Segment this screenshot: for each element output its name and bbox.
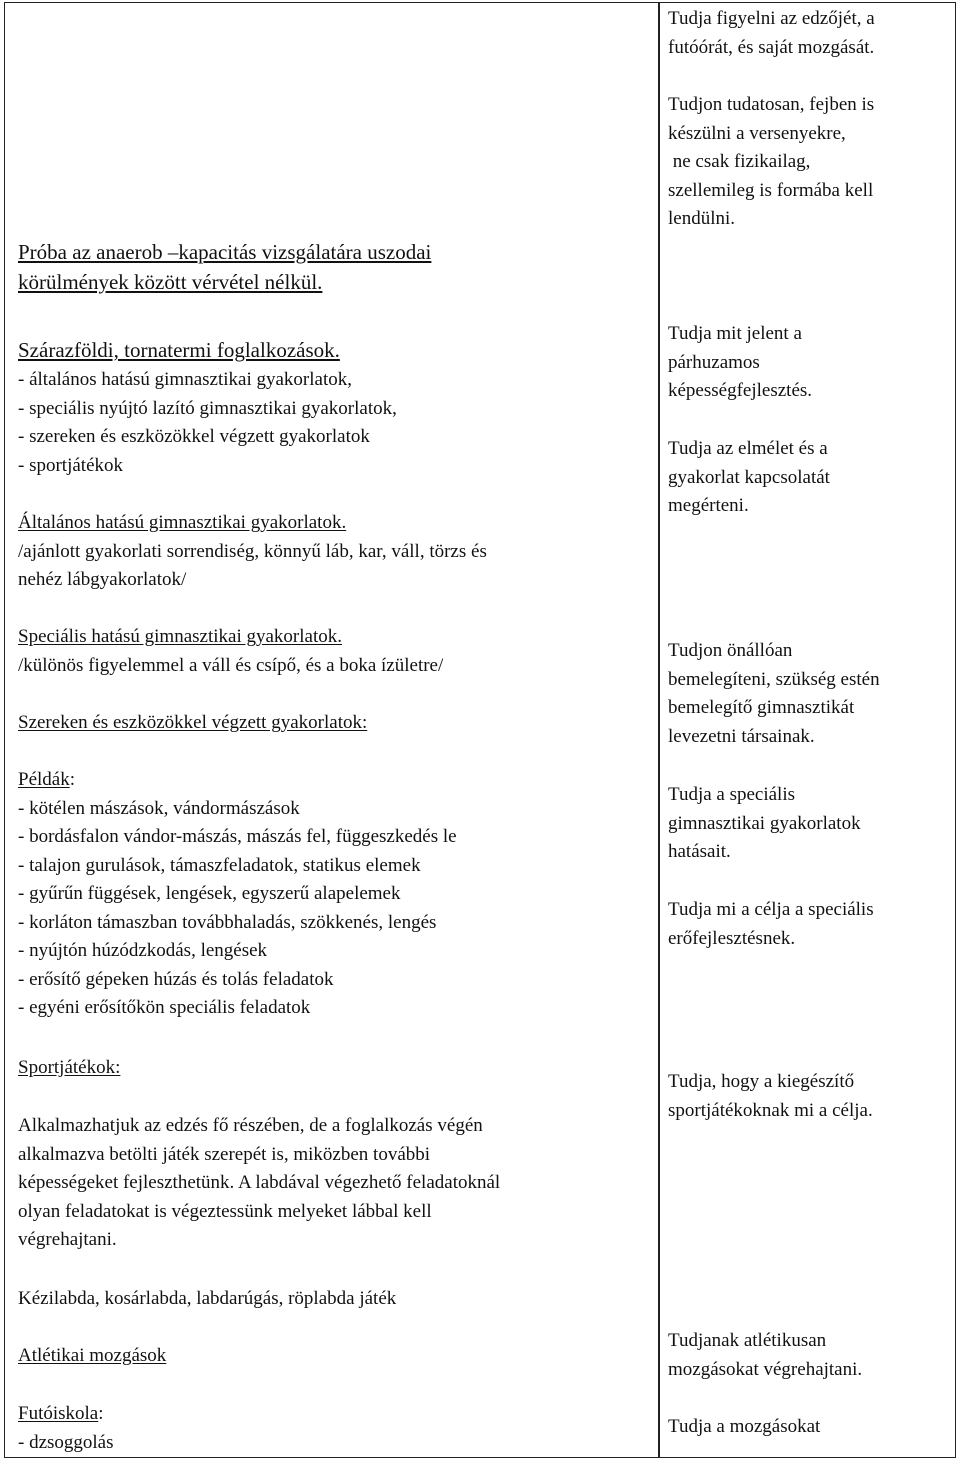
paragraph-line: olyan feladatokat is végeztessünk melyeket lábbal kell [18, 1200, 432, 1222]
altalanos-title: Általános hatású gimnasztikai gyakorlatok. [18, 512, 347, 533]
list-item: - talajon gurulások, támaszfeladatok, statikus elemek [18, 854, 421, 876]
altalanos-section [18, 509, 658, 595]
outcome-line: Tudja a speciális [668, 784, 796, 805]
outcome-line: szellemileg is formába kell [668, 179, 874, 201]
outcome-line: Tudja mit jelent a [668, 323, 802, 344]
szereken-section [18, 709, 658, 738]
outcome-line: bemelegítő gimnasztikát [668, 697, 855, 718]
column-divider [658, 2, 660, 1458]
list-item: - nyújtón húzódzkodás, lengések [18, 940, 268, 961]
outcome-line: sportjátékoknak mi a célja. [668, 1099, 873, 1121]
outcome-9 [668, 1327, 956, 1384]
outcome-line: képességfejlesztés. [668, 380, 813, 401]
specialis-text: /különös figyelemmel a váll és csípő, és a boka ízületre/ [18, 654, 444, 676]
outcome-line: Tudja a mozgásokat [668, 1416, 821, 1437]
outcome-line: Tudjanak atlétikusan [668, 1330, 827, 1351]
outcome-line: Tudja az elmélet és a [668, 438, 828, 459]
paragraph-line: Alkalmazhatjuk az edzés fő részében, de a foglalkozás végén [18, 1115, 483, 1136]
specialis-section [18, 623, 658, 680]
outcome-line: készülni a versenyekre, [668, 122, 846, 144]
peldak-heading [18, 766, 658, 795]
anaerob-line-1: Próba az anaerob –kapacitás vizsgálatára uszodai [18, 240, 432, 264]
outcome-4 [668, 435, 956, 521]
outcome-line: megérteni. [668, 495, 749, 516]
outcome-line: hatásait. [668, 841, 731, 862]
atletikai-title: Atlétikai mozgások [18, 1345, 167, 1366]
szereken-title: Szereken és eszközökkel végzett gyakorlatok: [18, 712, 368, 733]
outcome-10 [668, 1413, 956, 1442]
outcome-7 [668, 896, 956, 953]
outcome-line: Tudja, hogy a kiegészítő [668, 1071, 855, 1092]
altalanos-text-2: nehéz lábgyakorlatok/ [18, 569, 187, 590]
szarazfoldi-title: Szárazföldi, tornatermi foglalkozások. [18, 338, 340, 362]
outcome-line: Tudja figyelni az edzőjét, a [668, 8, 875, 29]
peldak-section [18, 766, 658, 1023]
outcome-8 [668, 1068, 956, 1125]
outcome-line: Tudjon tudatosan, fejben is [668, 94, 875, 115]
jatekok-text: Kézilabda, kosárlabda, labdarúgás, röplabda játék [18, 1288, 397, 1309]
outcome-line: ne csak fizikailag, [668, 151, 811, 172]
futoiskola-title: Futóiskola [18, 1403, 99, 1424]
outcome-line: bemelegíteni, szükség estén [668, 668, 880, 690]
list-item: - szereken és eszközökkel végzett gyakorlatok [18, 426, 370, 447]
outcome-line: futóórát, és saját mozgását. [668, 36, 875, 58]
atletikai-section [18, 1342, 658, 1371]
sportjatekok-section [18, 1054, 658, 1083]
peldak-title: Példák [18, 769, 70, 790]
altalanos-text-1: /ajánlott gyakorlati sorrendiség, könnyű láb, kar, váll, törzs és [18, 540, 487, 562]
outcome-line: gimnasztikai gyakorlatok [668, 812, 861, 834]
list-item: - általános hatású gimnasztikai gyakorlatok, [18, 369, 352, 390]
list-item: - speciális nyújtó lazító gimnasztikai gyakorlatok, [18, 397, 397, 419]
futoiskola-heading [18, 1400, 658, 1429]
outcome-3 [668, 320, 956, 406]
futoiskola-section [18, 1400, 658, 1457]
list-item: - kötélen mászások, vándormászások [18, 797, 300, 819]
jatekok-line [18, 1285, 658, 1314]
outcome-1 [668, 5, 956, 62]
outcome-2 [668, 91, 956, 234]
list-item: - bordásfalon vándor-mászás, mászás fel, függeszkedés le [18, 826, 457, 847]
anaerob-line-2: körülmények között vérvétel nélkül. [18, 270, 323, 294]
list-item: - korláton támaszban továbbhaladás, szökkenés, lengés [18, 911, 437, 933]
futoiskola-colon: : [98, 1403, 104, 1424]
szarazfoldi-section [18, 335, 658, 365]
outcome-line: erőfejlesztésnek. [668, 927, 796, 949]
outcome-5 [668, 637, 956, 751]
outcome-line: Tudjon önállóan [668, 640, 793, 661]
outcome-line: levezetni társainak. [668, 725, 815, 747]
sportjatekok-text [18, 1112, 658, 1255]
outcome-line: Tudja mi a célja a speciális [668, 899, 874, 920]
list-item: - erősítő gépeken húzás és tolás feladatok [18, 968, 334, 990]
list-item: - egyéni erősítőkön speciális feladatok [18, 997, 311, 1018]
list-item: - gyűrűn függések, lengések, egyszerű alapelemek [18, 883, 401, 904]
paragraph-line: alkalmazva betölti játék szerepét is, miközben további [18, 1143, 431, 1165]
list-item: - sportjátékok [18, 454, 124, 476]
sportjatekok-title: Sportjátékok: [18, 1057, 121, 1078]
peldak-colon: : [69, 769, 75, 790]
outcome-line: lendülni. [668, 208, 736, 229]
anaerob-heading [18, 237, 658, 297]
outcome-line: párhuzamos [668, 351, 760, 373]
outcome-line: gyakorlat kapcsolatát [668, 466, 830, 488]
outcome-6 [668, 781, 956, 867]
list-item: - dzsoggolás [18, 1431, 114, 1453]
paragraph-line: képességeket fejleszthetünk. A labdával végezhető feladatoknál [18, 1172, 501, 1193]
szarazfoldi-list [18, 366, 658, 480]
specialis-title: Speciális hatású gimnasztikai gyakorlatok. [18, 626, 342, 647]
paragraph-line: végrehajtani. [18, 1229, 117, 1250]
outcome-line: mozgásokat végrehajtani. [668, 1358, 863, 1380]
